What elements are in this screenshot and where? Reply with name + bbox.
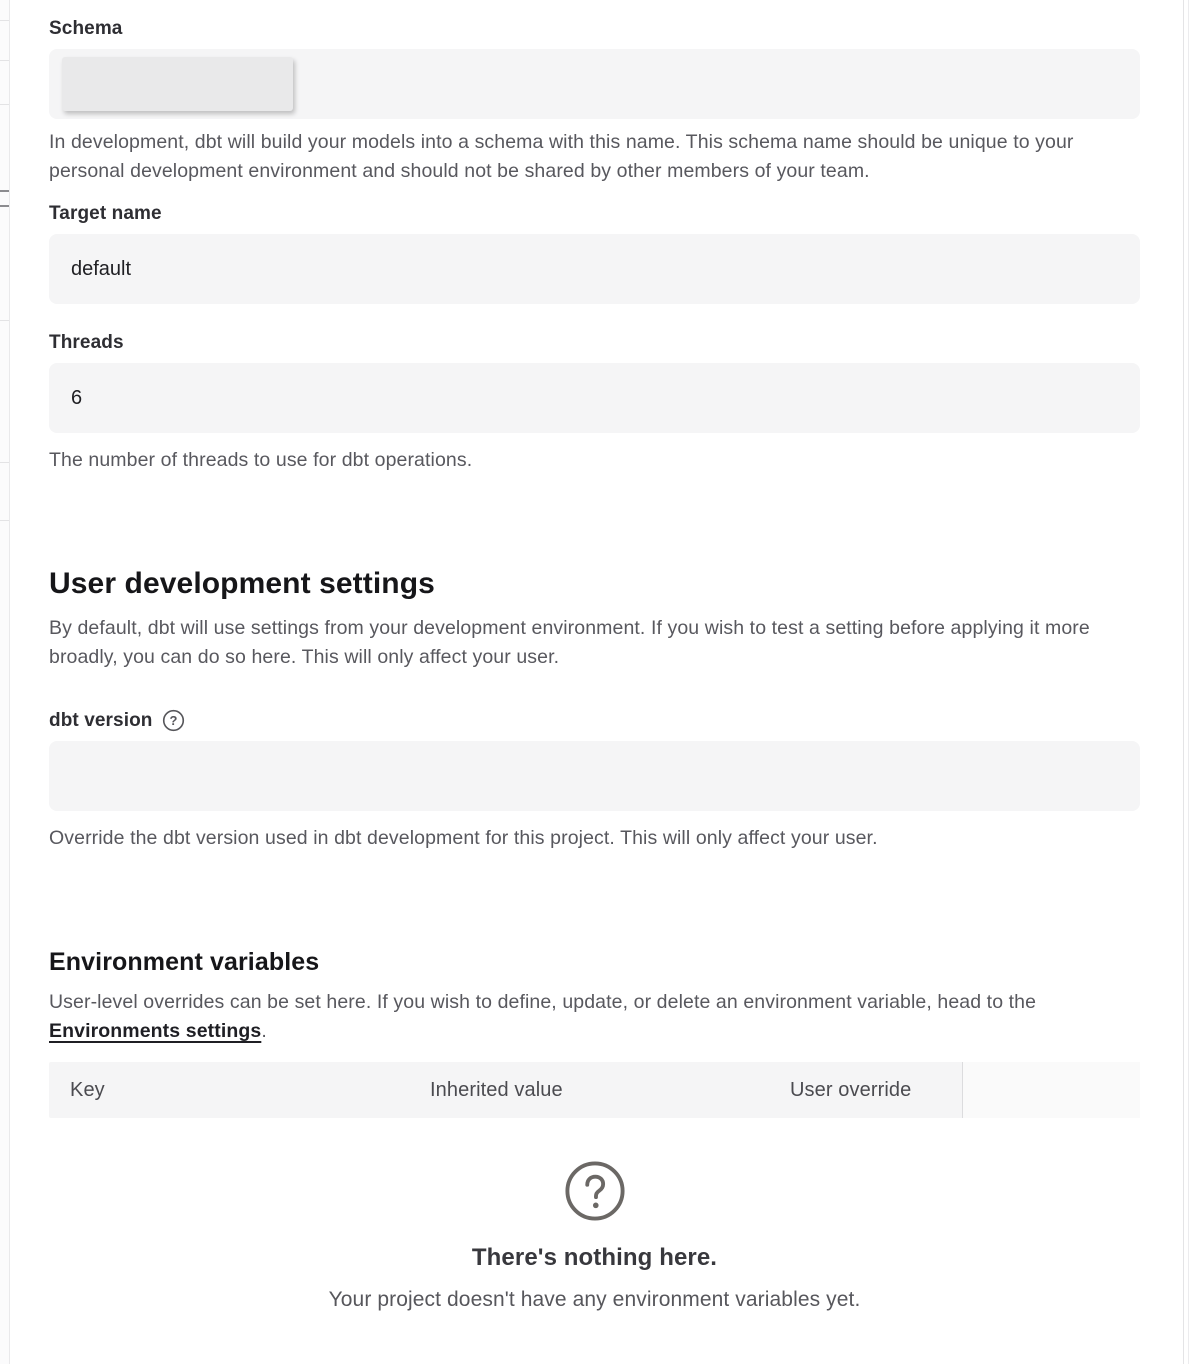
question-circle-icon: [564, 1160, 626, 1222]
dbt-version-input[interactable]: [49, 741, 1140, 811]
column-header-actions: [962, 1062, 1140, 1118]
svg-text:?: ?: [169, 712, 178, 728]
column-header-key: Key: [70, 1078, 105, 1101]
dbt-version-label-text: dbt version: [49, 709, 153, 731]
adjacent-panel-edge: [0, 0, 10, 1364]
env-vars-empty-state: [49, 1118, 1140, 1312]
dbt-version-help-text: Override the dbt version used in dbt development for this project. This will only affect your user.: [49, 827, 878, 849]
environment-variables-description-suffix: .: [261, 1020, 267, 1042]
target-name-label: Target name: [49, 203, 162, 224]
settings-form: [49, 0, 1140, 1312]
threads-label: Threads: [49, 332, 124, 353]
environment-variables-description: [49, 988, 1140, 1046]
column-header-user-override: User override: [790, 1078, 912, 1101]
env-vars-table-header: [49, 1062, 1140, 1118]
empty-state-subtitle: Your project doesn't have any environment variables yet.: [328, 1288, 861, 1311]
environment-variables-description-prefix: User-level overrides can be set here. If you wish to define, update, or delete an environment variable, head to the: [49, 991, 1037, 1013]
environment-variables-title: Environment variables: [49, 948, 320, 976]
threads-input[interactable]: [49, 363, 1140, 433]
environments-settings-link[interactable]: Environments settings: [49, 1020, 262, 1042]
question-circle-icon[interactable]: [162, 709, 185, 732]
schema-label: Schema: [49, 18, 123, 39]
schema-value-skeleton: [62, 57, 293, 111]
column-header-inherited-value: Inherited value: [430, 1078, 563, 1101]
threads-help-text: The number of threads to use for dbt operations.: [49, 449, 473, 471]
user-development-settings-description: By default, dbt will use settings from your development environment. If you wish to test a setting before applying it more broadly, you can do so here. This will only affect your user.: [49, 617, 1090, 668]
scrollbar-gutter[interactable]: [1183, 0, 1190, 1364]
schema-input[interactable]: [49, 49, 1140, 119]
schema-help-text: In development, dbt will build your models into a schema with this name. This schema name should be unique to your personal development environment and should not be shared by other members of your team.: [49, 131, 1074, 182]
empty-state-title: There's nothing here.: [471, 1244, 718, 1271]
target-name-input[interactable]: [49, 234, 1140, 304]
user-development-settings-title: User development settings: [49, 567, 435, 600]
dbt-version-label: [49, 709, 1140, 732]
